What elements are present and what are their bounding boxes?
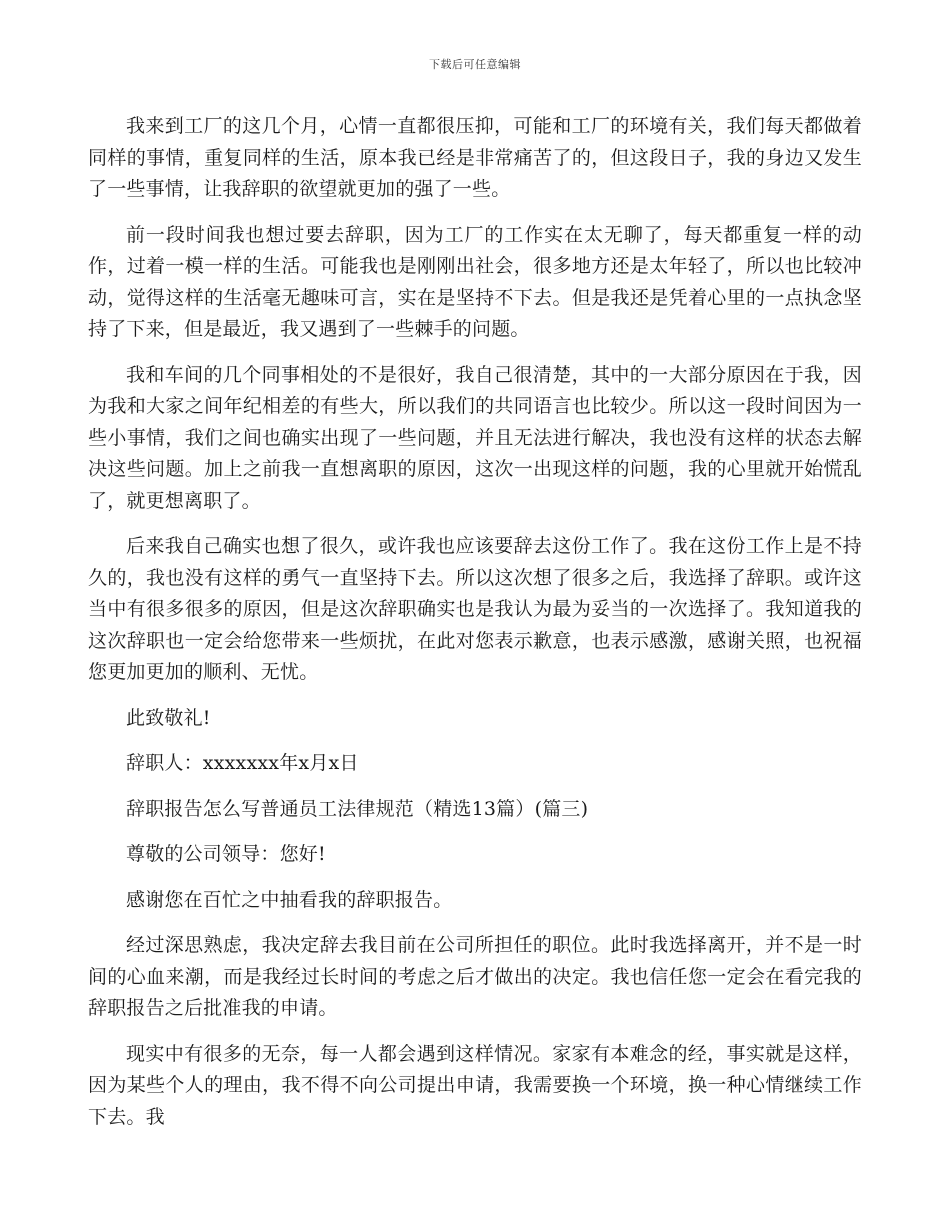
closing-salutation: 此致敬礼! — [126, 706, 211, 729]
greeting: 尊敬的公司领导：您好! — [126, 843, 326, 865]
paragraph-thanks: 感谢您在百忙之中抽看我的辞职报告。 — [126, 888, 453, 911]
paragraph-reason: 现实中有很多的无奈，每一人都会遇到这样情况。家家有本难念的经，事实就是这样，因为某些个人的理由，我不得不向公司提出申请，我需要换一个环境，换一种心情继续工作下去。我 — [88, 1042, 862, 1128]
paragraph-2: 前一段时间我也想过要去辞职，因为工厂的工作实在太无聊了，每天都重复一样的动作，过着一模一样的生活。可能我也是刚刚出社会，很多地方还是太年轻了，所以也比较冲动，觉得这样的生活毫无趣味可言，实在是坚持不下去。但是我还是凭着心里的一点执念坚持了下来，但是最近，我又遇到了一些棘手的问题。 — [88, 223, 862, 340]
paragraph-decision: 经过深思熟虑，我决定辞去我目前在公司所担任的职位。此时我选择离开，并不是一时间的心血来潮，而是我经过长时间的考虑之后才做出的决定。我也信任您一定会在看完我的辞职报告之后批准我的申请。 — [88, 934, 862, 1019]
section-title: 辞职报告怎么写普通员工法律规范（精选13篇）(篇三) — [126, 797, 589, 820]
paragraph-4: 后来我自己确实也想了很久，或许我也应该要辞去这份工作了。我在这份工作上是不持久的，我也没有这样的勇气一直坚持下去。所以这次想了很多之后，我选择了辞职。或许这当中有很多很多的原因，但是这次辞职确实也是我认为最为妥当的一次选择了。我知道我的这次辞职也一定会给您带来一些烦扰，在此对您表示歉意，也表示感激，感谢关照，也祝福您更加更加的顺利、无忧。 — [88, 535, 862, 683]
signature-line: 辞职人：xxxxxxx年x月x日 — [126, 752, 359, 774]
paragraph-1: 我来到工厂的这几个月，心情一直都很压抑，可能和工厂的环境有关，我们每天都做着同样的事情，重复同样的生活，原本我已经是非常痛苦了的，但这段日子，我的身边又发生了一些事情，让我辞职的欲望就更加的强了一些。 — [88, 115, 862, 200]
paragraph-3: 我和车间的几个同事相处的不是很好，我自己很清楚，其中的一大部分原因在于我，因为我和大家之间年纪相差的有些大，所以我们的共同语言也比较少。所以这一段时间因为一些小事情，我们之间也确实出现了一些问题，并且无法进行解决，我也没有这样的状态去解决这些问题。加上之前我一直想离职的原因，这次一出现这样的问题，我的心里就开始慌乱了，就更想离职了。 — [88, 363, 862, 512]
document-body — [88, 111, 862, 1147]
page-header: 下载后可任意编辑 — [429, 58, 521, 71]
